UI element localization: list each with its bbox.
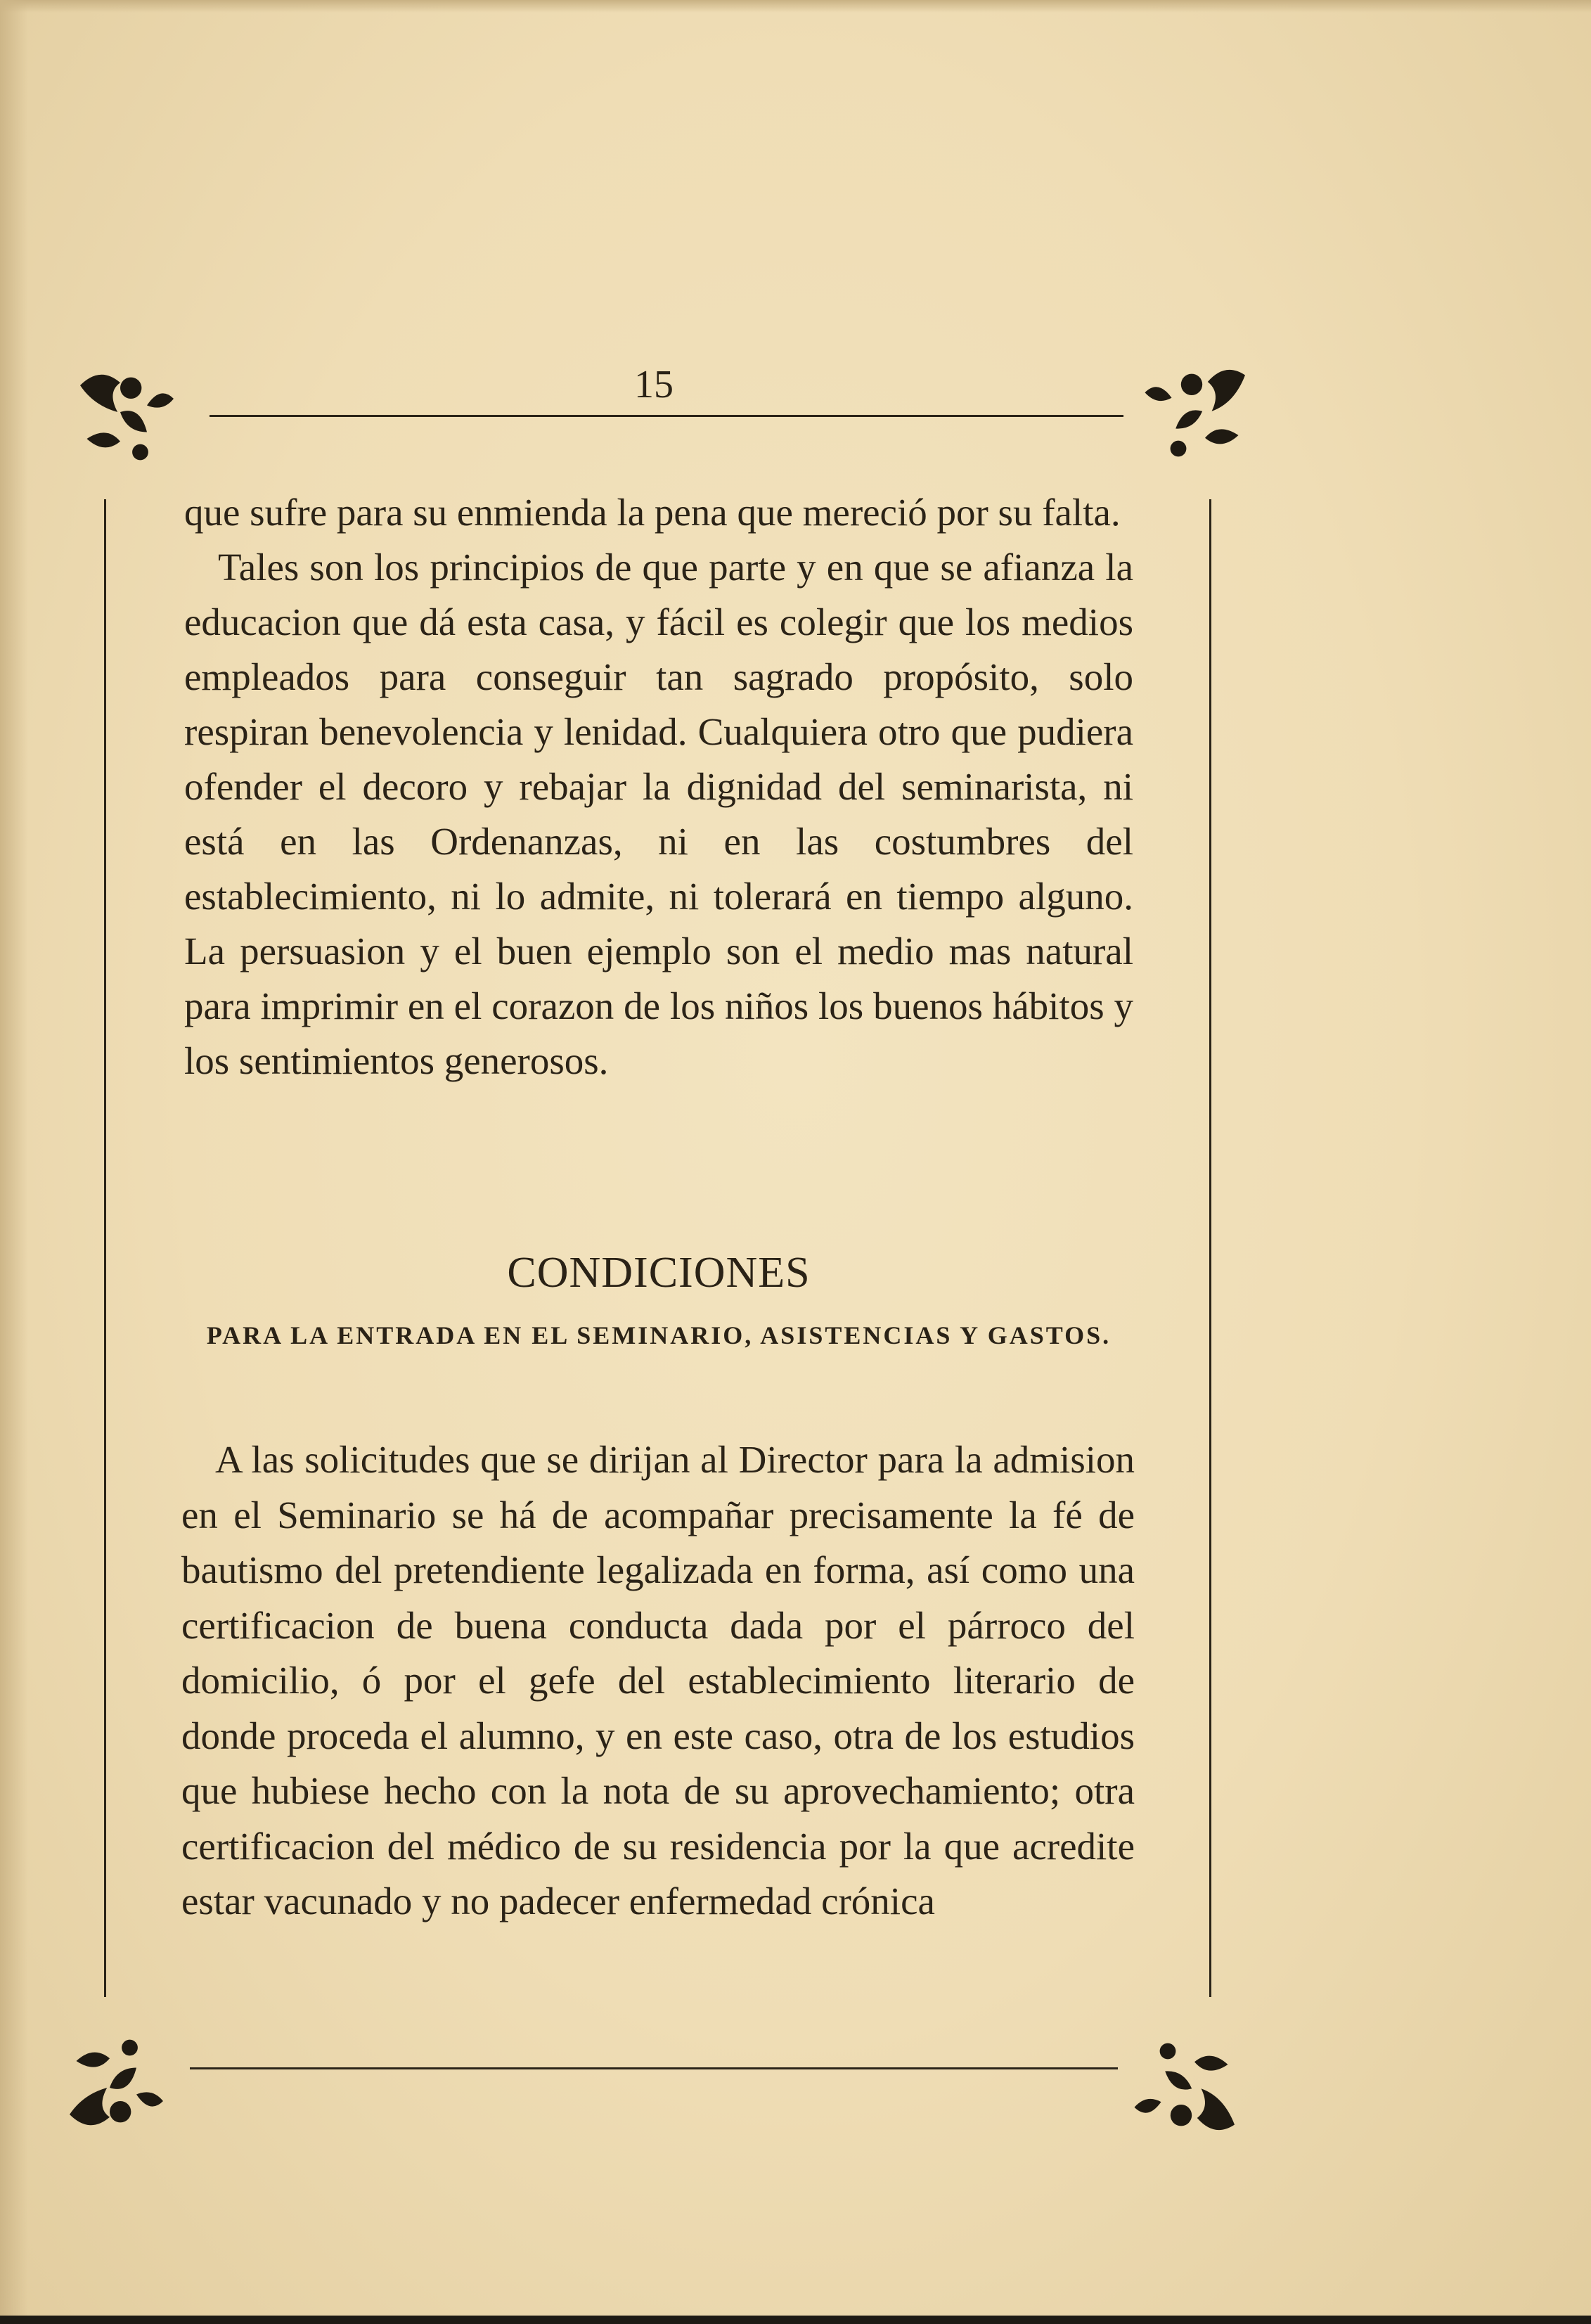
paragraph: Tales son los principios de que parte y en que se afianza la educacion que dá esta casa, y fácil es colegir que los medios empleados para conseguir tan sagrado propósito, solo respiran benevolencia y lenidad. Cualquiera otro que pudiera ofender el decoro y rebajar la dignidad del seminarista, ni está en las Ordenanzas, ni en las costumbres del establecimiento, ni lo admite, ni tolerará en tiempo alguno. La persuasion y el buen ejemplo son el medio mas natural para imprimir en el corazon de los niños los buenos hábitos y los sentimientos generosos. <box>184 546 1133 1082</box>
section-heading: CONDICIONES <box>507 1249 811 1297</box>
page-top-edge <box>0 0 1591 13</box>
floral-ornament-icon <box>67 359 200 492</box>
page-bottom-edge <box>0 2316 1591 2324</box>
body-text-top <box>184 485 1133 1089</box>
paragraph: A las solicitudes que se dirijan al Director para la admision en el Seminario se há de acompañar precisamente la fé de bautismo del pretendiente legalizada en forma, así como una certificacion de buena conducta dada por el párroco del domicilio, ó por el gefe del establecimiento literario de donde proceda el alumno, y en este caso, otra de los estudios que hubiese hecho con la nota de su aprovechamiento; otra certificacion del médico de su residencia por la que acredite estar vacunado y no padecer enfermedad crónica <box>181 1438 1135 1922</box>
right-border-rule <box>1209 499 1211 1997</box>
page-left-edge <box>0 0 28 2324</box>
section-subheading: PARA LA ENTRADA EN EL SEMINARIO, ASISTENCIAS Y GASTOS. <box>206 1321 1112 1349</box>
floral-ornament-icon <box>56 2008 190 2141</box>
bottom-rule <box>190 2067 1118 2069</box>
body-text-bottom <box>181 1432 1135 1930</box>
floral-ornament-icon <box>1114 2011 1248 2145</box>
top-rule <box>210 415 1123 417</box>
paragraph: que sufre para su enmienda la pena que mereció por su falta. <box>184 491 1121 534</box>
left-border-rule <box>104 499 106 1997</box>
floral-ornament-icon <box>1125 355 1258 489</box>
page-number: 15 <box>634 363 674 406</box>
